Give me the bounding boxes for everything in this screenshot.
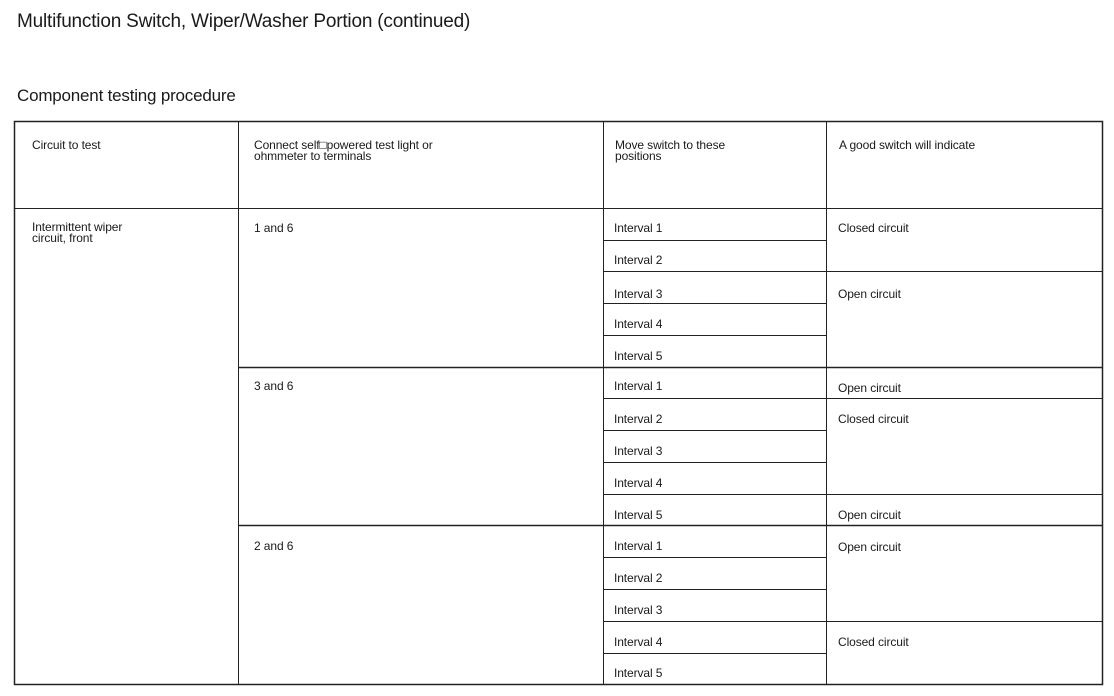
table-border [15,122,1103,685]
position-cell: Interval 3 [614,603,663,617]
header-indication: A good switch will indicate [839,138,976,152]
position-cell: Interval 5 [614,666,663,680]
result-cell: Open circuit [838,540,901,554]
position-cell: Interval 5 [614,349,663,363]
terminals-group-2: 3 and 6 [254,379,294,393]
header-circuit: Circuit to test [32,138,101,152]
position-cell: Interval 1 [614,539,663,553]
terminals-group-3: 2 and 6 [254,539,294,553]
header-positions: Move switch to these positions [615,138,726,163]
result-cell: Closed circuit [838,635,909,649]
section-title: Component testing procedure [17,86,236,105]
position-cell: Interval 3 [614,444,663,458]
header-terminals: Connect self□powered test light or ohmmeter to terminals [254,138,433,163]
page-title: Multifunction Switch, Wiper/Washer Portion (continued) [17,11,471,32]
position-cell: Interval 5 [614,508,663,522]
result-cell: Open circuit [838,508,901,522]
position-cell: Interval 2 [614,571,663,585]
position-cell: Interval 1 [614,221,663,235]
position-cell: Interval 4 [614,635,663,649]
result-cell: Closed circuit [838,221,909,235]
result-cell: Open circuit [838,381,901,395]
result-cell: Open circuit [838,287,901,301]
circuit-name: Intermittent wiper circuit, front [32,220,123,245]
position-cell: Interval 4 [614,476,663,490]
terminals-group-1: 1 and 6 [254,221,294,235]
position-cell: Interval 1 [614,379,663,393]
position-cell: Interval 2 [614,412,663,426]
result-cell: Closed circuit [838,412,909,426]
position-cell: Interval 2 [614,253,663,267]
position-cell: Interval 4 [614,317,663,331]
position-cell: Interval 3 [614,287,663,301]
